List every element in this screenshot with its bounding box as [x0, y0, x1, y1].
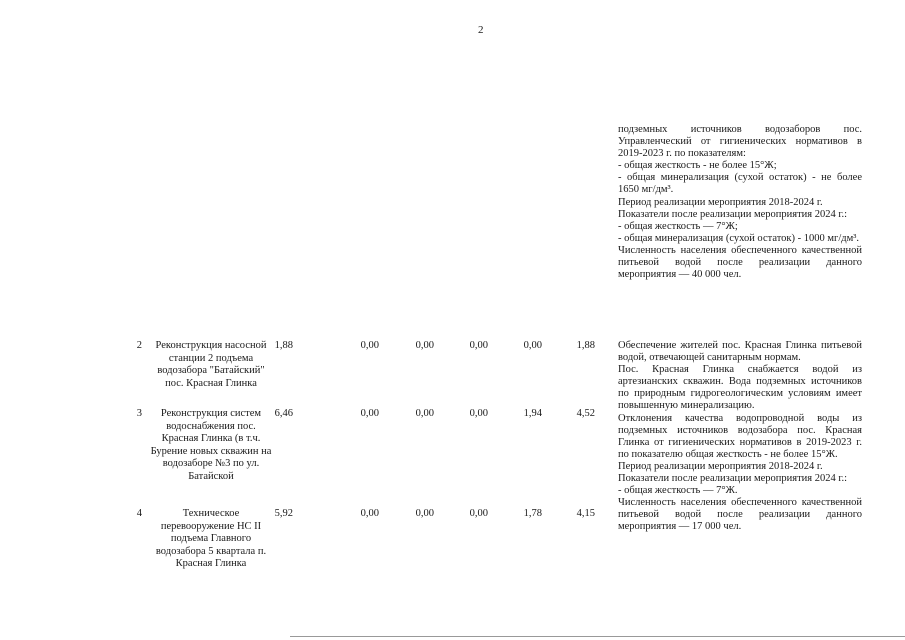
desc-paragraph: Период реализации мероприятия 2018-2024 г.	[618, 196, 823, 208]
desc-paragraph: Обеспечение жителей пос. Красная Глинка питьевой водой, отвечающей санитарным нормам.	[618, 340, 862, 364]
row-number: 3	[136, 408, 142, 419]
bottom-description	[618, 340, 862, 534]
page-number: 2	[478, 24, 484, 36]
desc-paragraph: подземных источников водозаборов пос. Управленческий от гигиенических нормативов в 2019-2023 г. по показателям:	[618, 124, 862, 160]
row-value: 1,78	[523, 508, 542, 519]
row-value: 1,88	[576, 340, 595, 351]
row-number: 2	[136, 340, 142, 351]
desc-paragraph: Отклонения качества водопроводной воды из подземных источников водозабора пос. Красная Глинка от гигиенических нормативов в 2019-2023 г. по показателю общая жесткость - не более 15°Ж.	[618, 412, 862, 460]
row-value: 5,92	[274, 508, 293, 519]
desc-paragraph: - общая жесткость — 7°Ж;	[618, 220, 738, 232]
row-value: 4,52	[576, 408, 595, 419]
row-value: 0,00	[469, 340, 488, 351]
desc-paragraph: - общая жесткость — 7°Ж.	[618, 485, 738, 497]
row-name: Реконструкция насосной станции 2 подъема водозабора "Батайский" пос. Красная Глинка	[155, 340, 267, 389]
row-value: 4,15	[576, 508, 595, 519]
row-value: 1,94	[523, 408, 542, 419]
row-value: 0,00	[360, 408, 379, 419]
row-value: 0,00	[360, 340, 379, 351]
bottom-rule	[290, 636, 905, 637]
desc-paragraph: Показатели после реализации мероприятия 2024 г.:	[618, 208, 848, 220]
row-number: 4	[136, 508, 142, 519]
row-value: 1,88	[274, 340, 293, 351]
top-description	[618, 124, 862, 281]
row-value: 0,00	[523, 340, 542, 351]
row-name: Техническое перевооружение НС II подъема Главного водозабора 5 квартала п. Красная Глинка	[155, 508, 267, 569]
row-name: Реконструкция систем водоснабжения пос. Красная Глинка (в т.ч. Бурение новых скважин на водозаборе №3 по ул. Батайской	[150, 408, 272, 482]
desc-paragraph: Показатели после реализации мероприятия 2024 г.:	[618, 473, 848, 485]
row-value: 0,00	[415, 340, 434, 351]
row-value: 6,46	[274, 408, 293, 419]
desc-paragraph: Пос. Красная Глинка снабжается водой из артезианских скважин. Вода подземных источников по природным гидрогеологическим условиям имеет повышенную минерализацию.	[618, 364, 862, 412]
desc-paragraph: - общая минерализация (сухой остаток) - 1000 мг/дм³.	[618, 232, 860, 244]
desc-paragraph: Период реализации мероприятия 2018-2024 г.	[618, 460, 823, 472]
desc-paragraph: - общая минерализация (сухой остаток) - не более 1650 мг/дм³.	[618, 172, 862, 196]
row-value: 0,00	[360, 508, 379, 519]
row-value: 0,00	[469, 508, 488, 519]
desc-paragraph: Численность населения обеспеченного качественной питьевой водой после реализации данного мероприятия — 17 000 чел.	[618, 497, 862, 533]
row-value: 0,00	[469, 408, 488, 419]
row-value: 0,00	[415, 408, 434, 419]
desc-paragraph: - общая жесткость - не более 15°Ж;	[618, 160, 777, 172]
desc-paragraph: Численность населения обеспеченного качественной питьевой водой после реализации данного мероприятия — 40 000 чел.	[618, 244, 862, 281]
row-value: 0,00	[415, 508, 434, 519]
